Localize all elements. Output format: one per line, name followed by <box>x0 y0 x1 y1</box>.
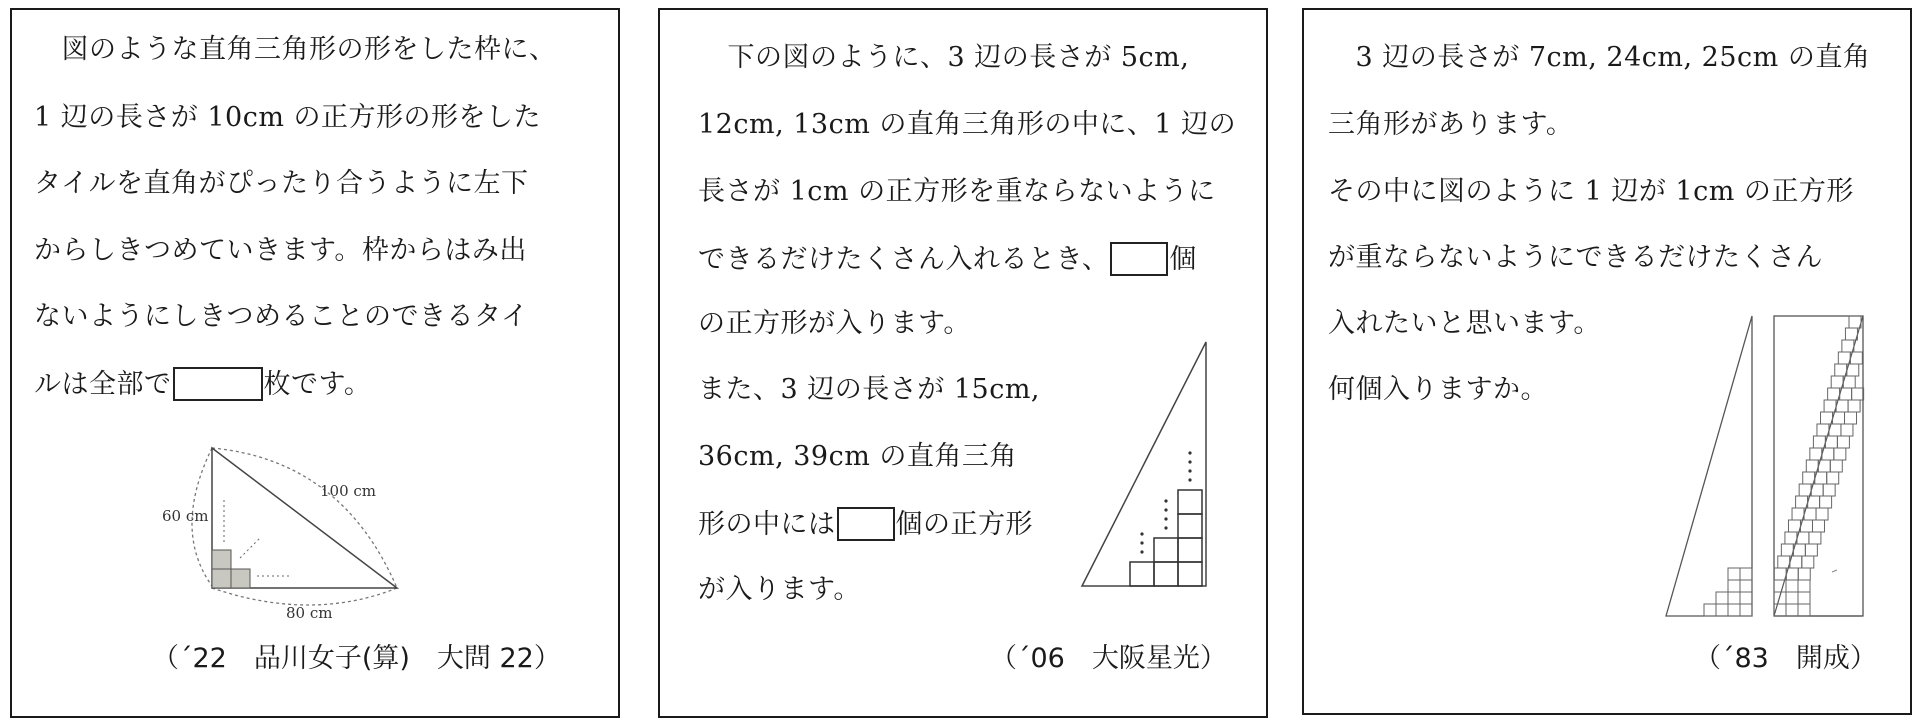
problem2-text-before: できるだけたくさん入れるとき、 <box>698 244 1110 275</box>
problem2-text-line: 下の図のように、3 辺の長さが 5cm, <box>700 42 1190 73</box>
problem3-source: （´83 開成） <box>1694 643 1877 674</box>
problem2-text-line: 長さが 1cm の正方形を重ならないように <box>698 176 1216 207</box>
problem1-text-after: 枚です。 <box>263 369 372 400</box>
problem2-text-line: の正方形が入ります。 <box>698 308 971 339</box>
problem3-text-line: 3 辺の長さが 7cm, 24cm, 25cm の直角 <box>1328 42 1871 73</box>
problem3-text-line: 入れたいと思います。 <box>1328 308 1601 339</box>
label-80cm: 80 cm <box>286 604 333 622</box>
problem2-text-after: 個 <box>1169 244 1197 275</box>
label-60cm: 60 cm <box>162 507 209 525</box>
staircase-squares-figure <box>660 10 1270 720</box>
problem2-source: （´06 大阪星光） <box>990 643 1227 674</box>
problem-panel-1 <box>10 8 620 718</box>
problem1-text-line: からしきつめていきます。枠からはみ出 <box>34 235 527 266</box>
problem1-text-before: ルは全部で <box>34 369 172 400</box>
problem1-text-line: 図のような直角三角形の形をした枠に、 <box>34 34 557 65</box>
right-triangle-tiles-figure <box>12 10 622 720</box>
problem2-text-line: が入ります。 <box>698 574 861 605</box>
tall-triangle-figure <box>1304 10 1914 717</box>
problem2-text-line: 12cm, 13cm の直角三角形の中に、1 辺の <box>698 109 1237 140</box>
problem-panel-3 <box>1302 8 1912 715</box>
problem2-text-line: 36cm, 39cm の直角三角 <box>698 441 1017 472</box>
problem3-text-line: 何個入りますか。 <box>1328 374 1548 405</box>
problem3-text-line: 三角形があります。 <box>1328 109 1574 140</box>
problem1-text-line: ないようにしきつめることのできるタイ <box>34 301 529 332</box>
problem1-text-line: タイルを直角がぴったり合うように左下 <box>34 168 529 199</box>
problem2-text-line: また、3 辺の長さが 15cm, <box>698 374 1041 405</box>
problem1-text-line: 1 辺の長さが 10cm の正方形の形をした <box>34 102 542 133</box>
problem1-source: （´22 品川女子(算) 大問 22） <box>152 643 561 674</box>
problem-panel-2 <box>658 8 1268 718</box>
problem3-text-line: その中に図のように 1 辺が 1cm の正方形 <box>1328 176 1854 207</box>
problem3-text-line: が重ならないようにできるだけたくさん <box>1328 242 1823 273</box>
problem2-text-after: 個の正方形 <box>895 509 1033 540</box>
label-100cm: 100 cm <box>320 482 377 500</box>
problem2-text-before: 形の中には <box>698 509 836 540</box>
